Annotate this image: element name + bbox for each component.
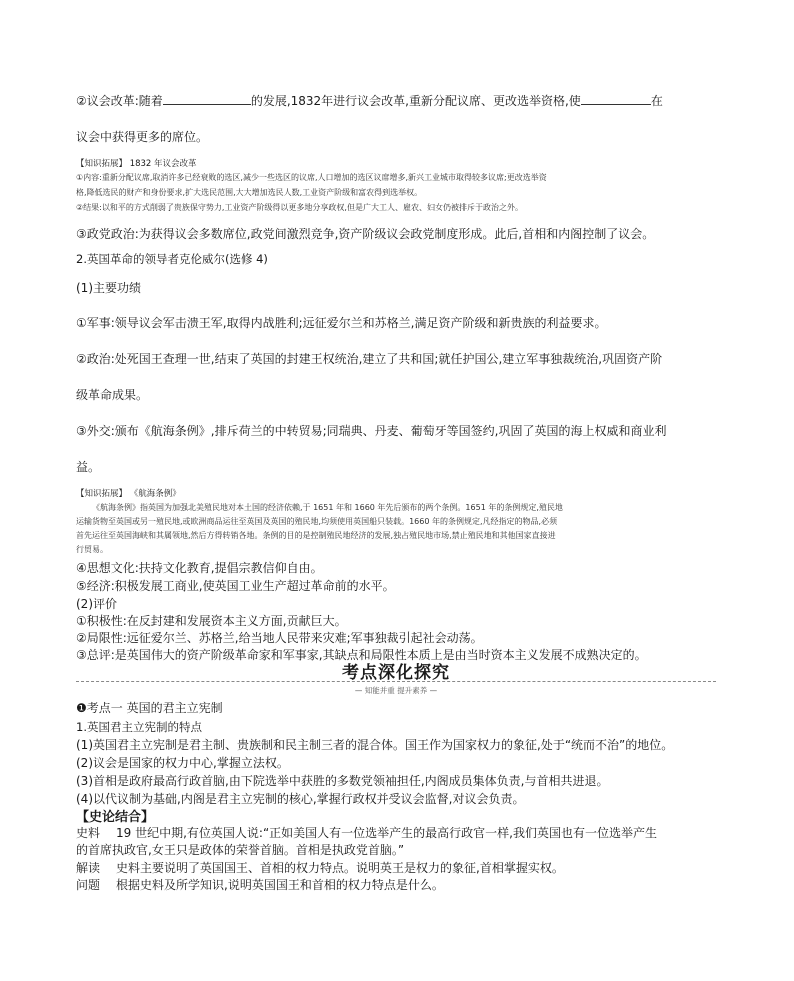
feature-3: (3)首相是政府最高行政首脑,由下院选举中获胜的多数党领袖担任,内阁成员集体负责,与首相共进退。 (76, 774, 609, 788)
section-subtitle: — 知能并重 提升素养 — (354, 686, 438, 695)
topic-heading: ❶考点一 英国的君主立宪制 (76, 701, 223, 715)
military-achievement: ①军事:领导议会军击溃王军,取得内战胜利;远征爱尔兰和苏格兰,满足资产阶级和新贵族的利益要求。 (76, 316, 607, 330)
knowledge-box-line: ①内容:重新分配议席,取消许多已经衰败的选区,减少一些选区的议席,人口增加的选区议席增多,新兴工业城市取得较多议席;更改选举资 (76, 173, 547, 182)
party-politics: ③政党政治:为获得议会多数席位,政党间激烈竞争,资产阶级议会政党制度形成。此后,首相和内阁控制了议会。 (76, 227, 655, 241)
diplomatic-achievement: ③外交:颁布《航海条例》,排斥荷兰的中转贸易;同瑞典、丹麦、葡萄牙等国签约,巩固了英国的海上权威和商业利 (76, 424, 667, 438)
reading-label: 解读 (76, 861, 101, 875)
source-line-2: 的首席执政官,女王只是政体的荣誉首脑。首相是执政党首脑。” (76, 843, 405, 857)
question-label: 问题 (76, 878, 101, 892)
reform-line-1 (76, 92, 663, 109)
section-title-band (76, 658, 716, 684)
political-achievement: ②政治:处死国王查理一世,结束了英国的封建王权统治,建立了共和国;就任护国公,建立军事独裁统治,巩固资产阶 (76, 352, 663, 366)
question-line (76, 876, 444, 893)
reading-line (76, 859, 564, 876)
fill-blank[interactable] (581, 92, 651, 105)
reform-text-a: ②议会改革:随着 (76, 94, 163, 108)
knowledge-box-line: 《航海条例》指英国为加强北美殖民地对本土国的经济依赖,于 1651 年和 1660 年先后颁布的两个条例。1651 年的条例规定,殖民地 (92, 503, 563, 512)
evaluation-summary: ③总评:是英国伟大的资产阶级革命家和军事家,其缺点和局限性本质上是由当时资本主义发展不成熟决定的。 (76, 648, 647, 662)
subsection-heading: (1)主要功绩 (76, 281, 141, 295)
knowledge-box-line: 运输货物至英国或另一殖民地,或欧洲商品运往至英国及英国的殖民地,均须使用英国船只装载。1660 年的条例规定,凡经指定的物品,必须 (76, 517, 558, 526)
section-heading: 2.英国革命的领导者克伦威尔(选修 4) (76, 252, 268, 266)
feature-1: (1)英国君主立宪制是君主制、贵族制和民主制三者的混合体。国王作为国家权力的象征,处于“统而不治”的地位。 (76, 738, 674, 752)
reform-text-c: 在 (650, 94, 663, 108)
question-text: 根据史料及所学知识,说明英国国王和首相的权力特点是什么。 (116, 878, 444, 892)
combine-heading: 【史论结合】 (76, 810, 155, 825)
fill-blank[interactable] (163, 92, 251, 105)
knowledge-box-line: 格,降低选民的财产和身份要求,扩大选民范围,大大增加选民人数,工业资产阶级和富农得到选举权。 (76, 188, 423, 197)
knowledge-box-title: 【知识拓展】 《航海条例》 (76, 489, 181, 499)
knowledge-box-line: ②结果:以和平的方式削弱了贵族保守势力,工业资产阶级得以更多地分享政权,但是广大工人、雇农、妇女仍被排斥于政治之外。 (76, 203, 523, 212)
reform-line-2: 议会中获得更多的席位。 (76, 130, 209, 144)
knowledge-box-line: 行贸易。 (76, 545, 108, 554)
source-text: 19 世纪中期,有位英国人说:“正如美国人有一位选举产生的最高行政官一样,我们英国也有一位选举产生 (116, 826, 657, 840)
topic-subheading: 1.英国君主立宪制的特点 (76, 720, 202, 734)
source-line-1 (76, 824, 657, 841)
thought-culture: ④思想文化:扶持文化教育,提倡宗教信仰自由。 (76, 561, 323, 575)
reading-text: 史料主要说明了英国国王、首相的权力特点。说明英王是权力的象征,首相掌握实权。 (116, 861, 564, 875)
evaluation-heading: (2)评价 (76, 597, 117, 611)
knowledge-box-title: 【知识拓展】 1832 年议会改革 (76, 159, 197, 169)
political-achievement-cont: 级革命成果。 (76, 388, 149, 402)
diplomatic-achievement-cont: 益。 (76, 460, 101, 474)
evaluation-limitation: ②局限性:远征爱尔兰、苏格兰,给当地人民带来灾难;军事独裁引起社会动荡。 (76, 631, 483, 645)
feature-4: (4)以代议制为基础,内阁是君主立宪制的核心,掌握行政权并受议会监督,对议会负责。 (76, 792, 525, 806)
knowledge-box-line: 首先运往至英国海峡和其属领地,然后方得转销各地。条例的目的是控制殖民地经济的发展,独占殖民地市场,禁止殖民地和其他国家直接进 (76, 531, 556, 540)
reform-text-b: 的发展,1832年进行议会改革,重新分配议席、更改选举资格,使 (250, 94, 581, 108)
source-label: 史料 (76, 826, 101, 840)
section-title: 考点深化探究 (342, 663, 450, 683)
feature-2: (2)议会是国家的权力中心,掌握立法权。 (76, 756, 289, 770)
economy: ⑤经济:积极发展工商业,使英国工业生产超过革命前的水平。 (76, 579, 395, 593)
evaluation-positive: ①积极性:在反封建和发展资本主义方面,贡献巨大。 (76, 614, 347, 628)
